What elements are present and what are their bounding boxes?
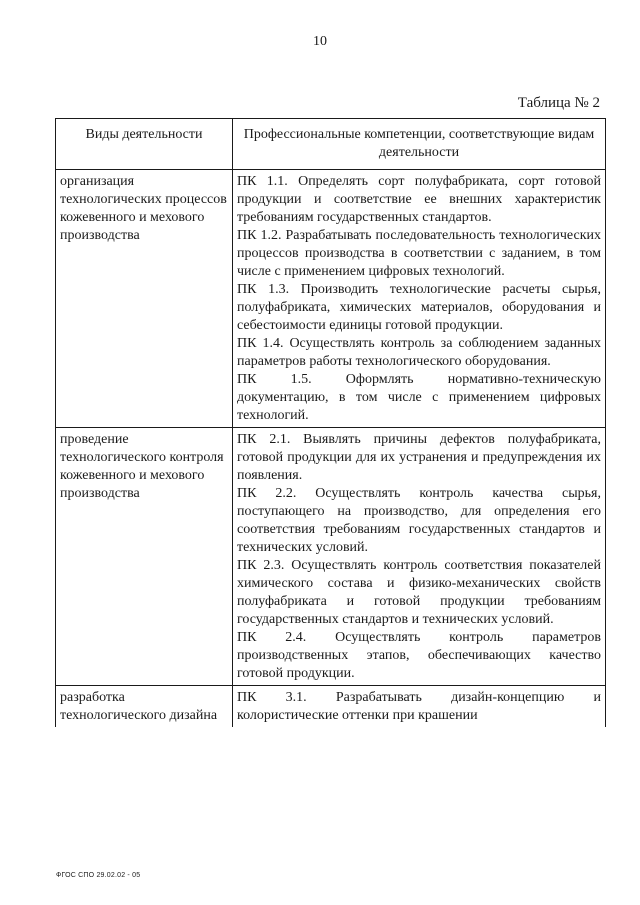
competences-cell (233, 428, 606, 686)
competences-cell (233, 686, 606, 728)
competences-cell (233, 170, 606, 428)
activity-cell: организация технологических процессов кожевенного и мехового производства (56, 170, 233, 428)
competence-item: ПК 2.3. Осуществлять контроль соответствия показателей химического состава и физико-механических свойств полуфабриката и готовой продукции требованиям государственных стандартов и технических условий. (237, 558, 601, 627)
table-row (56, 428, 606, 686)
activity-cell: разработка технологического дизайна (56, 686, 233, 728)
table-label: Таблица № 2 (517, 95, 600, 111)
header-activities: Виды деятельности (56, 119, 233, 170)
competence-item: ПК 2.1. Выявлять причины дефектов полуфабриката, готовой продукции для их устранения и предупреждения их появления. (237, 432, 601, 483)
competence-item: ПК 1.2. Разрабатывать последовательность технологических процессов производства в соответствии с заданием, в том числе с применением цифровых технологий. (237, 228, 601, 279)
competences-table (55, 118, 606, 727)
competence-item: ПК 2.4. Осуществлять контроль параметров производственных этапов, обеспечивающих качество готовой продукции. (237, 630, 601, 681)
competence-item: ПК 1.4. Осуществлять контроль за соблюдением заданных параметров работы технологического оборудования. (237, 336, 601, 369)
table-row (56, 686, 606, 728)
competence-item: ПК 2.2. Осуществлять контроль качества сырья, поступающего на производство, для определения его соответствия требованиям государственных стандартов и технических условий. (237, 486, 601, 555)
footer-document-code: ФГОС СПО 29.02.02 - 05 (56, 872, 141, 879)
activity-cell: проведение технологического контроля кожевенного и мехового производства (56, 428, 233, 686)
table-row (56, 170, 606, 428)
page-number: 10 (313, 34, 327, 49)
competence-item: ПК 1.1. Определять сорт полуфабриката, сорт готовой продукции и соответствие ее внешних характеристик требованиям государственных стандартов. (237, 174, 601, 225)
table-header-row (56, 119, 606, 170)
competence-item: ПК 1.3. Производить технологические расчеты сырья, полуфабриката, химических материалов, оборудования и себестоимости единицы готовой продукции. (237, 282, 601, 333)
competence-item: ПК 3.1. Разрабатывать дизайн-концепцию и колористические оттенки при крашении (237, 690, 601, 723)
header-competences: Профессиональные компетенции, соответствующие видам деятельности (233, 119, 606, 170)
competence-item: ПК 1.5. Оформлять нормативно-техническую документацию, в том числе с применением цифровых технологий. (237, 372, 601, 423)
